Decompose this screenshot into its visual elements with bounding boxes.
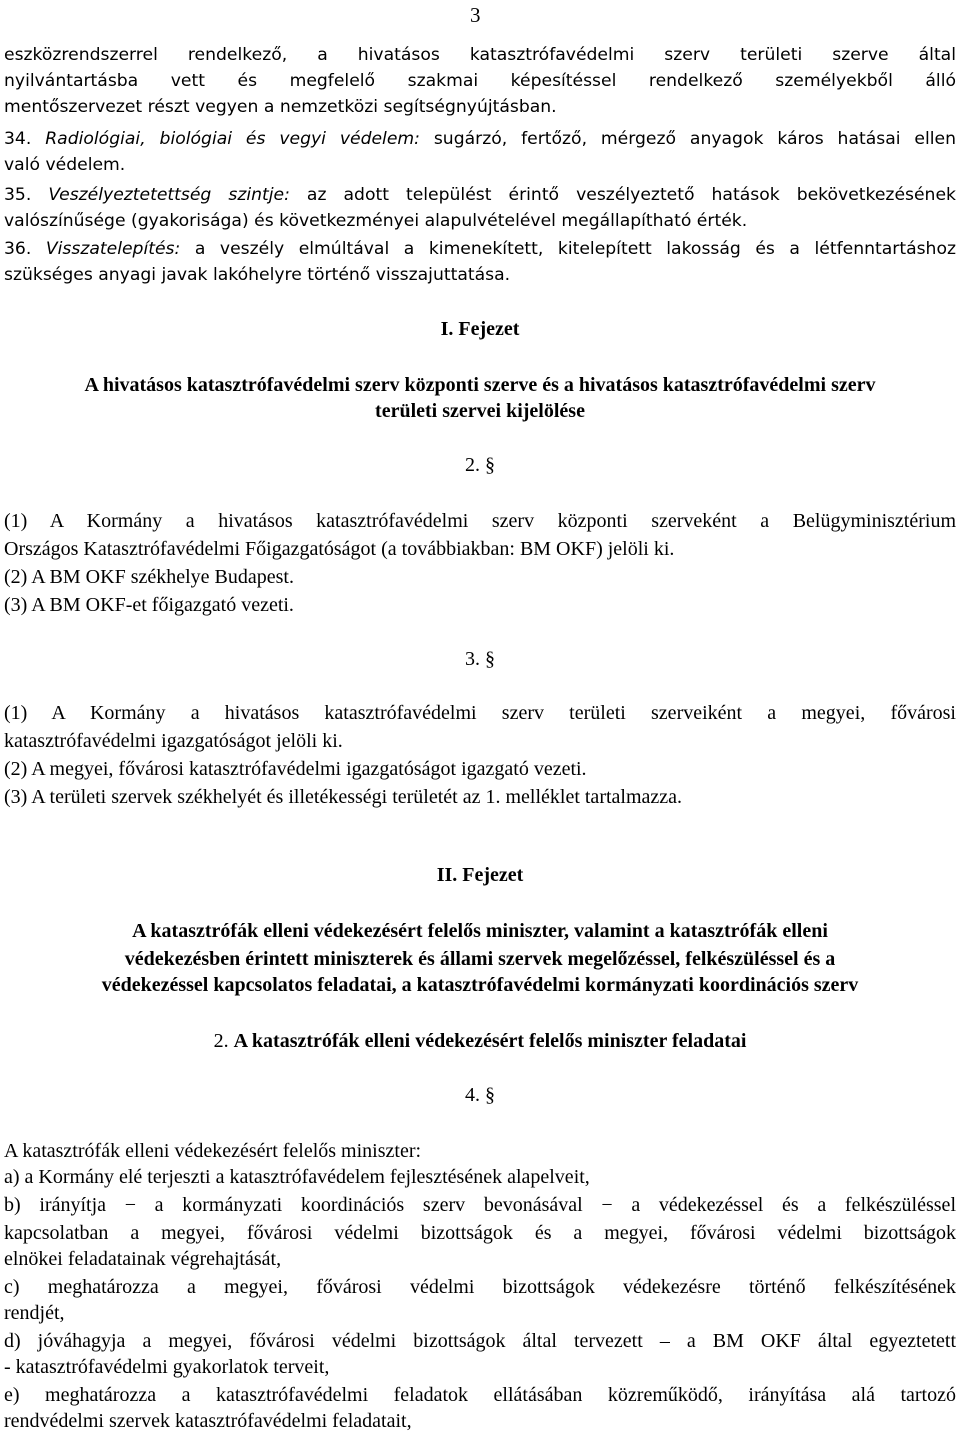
chapter-title-line: területi szervei kijelölése [375, 400, 585, 422]
chapter-heading: I. Fejezet [440, 318, 520, 340]
paragraph-line: katasztrófavédelmi igazgatóságot jelöli ki. [4, 730, 343, 752]
chapter-title-line: védekezéssel kapcsolatos feladatai, a katasztrófavédelmi kormányzati koordinációs szerv [101, 974, 859, 996]
paragraph-line: szükséges anyagi javak lakóhelyre történő visszajuttatása. [4, 265, 511, 285]
paragraph-line: elnökei feladatainak végrehajtását, [4, 1248, 282, 1270]
paragraph-line: rendjét, [4, 1302, 65, 1324]
definition-term: Visszatelepítés: [45, 239, 181, 259]
list-item-b: b) irányítja − a kormányzati koordinációs szerv bevonásával − a védekezéssel és a felkészüléssel [4, 1194, 956, 1216]
subtitle-heading [4, 1028, 956, 1054]
paragraph-line: Országos Katasztrófavédelmi Főigazgatóságot (a továbbiakban: BM OKF) jelöli ki. [4, 538, 675, 560]
paragraph-line: mentőszervezet részt vegyen a nemzetközi segítségnyújtásban. [4, 97, 557, 117]
definition-text: sugárzó, fertőző, mérgező anyagok káros hatásai ellen [433, 129, 956, 149]
definition-number: 35. [4, 185, 32, 205]
paragraph-line: kapcsolatban a megyei, fővárosi védelmi bizottságok és a megyei, fővárosi védelmi bizottságok [4, 1222, 956, 1244]
chapter-title-line: védekezésben érintett miniszterek és állami szervek megelőzéssel, felkészüléssel és a [124, 948, 836, 970]
chapter-title-line: A hivatásos katasztrófavédelmi szerv központi szerve és a hivatásos katasztrófavédelmi szerv [84, 374, 876, 396]
paragraph-line: (1) A Kormány a hivatásos katasztrófavédelmi szerv területi szerveiként a megyei, fővárosi [4, 702, 956, 724]
paragraph-line: A katasztrófák elleni védekezésért felelős miniszter: [4, 1140, 422, 1162]
definition-term: Radiológiai, biológiai és vegyi védelem: [45, 129, 420, 149]
paragraph-line: (3) A BM OKF-et főigazgató vezeti. [4, 594, 294, 616]
paragraph-line: valószínűsége (gyakorisága) és következményei alapulvételével megállapítható érték. [4, 211, 748, 231]
subtitle-text: A katasztrófák elleni védekezésért felelős miniszter feladatai [233, 1030, 747, 1052]
chapter-heading: II. Fejezet [436, 864, 524, 886]
paragraph-line: rendvédelmi szervek katasztrófavédelmi feladatait, [4, 1410, 412, 1432]
section-heading: 4. § [465, 1084, 495, 1106]
paragraph-line: (2) A megyei, fővárosi katasztrófavédelmi igazgatóságot igazgató vezeti. [4, 758, 587, 780]
list-item-a: a) a Kormány elé terjeszti a katasztrófavédelem fejlesztésének alapelveit, [4, 1166, 590, 1188]
list-item-e: e) meghatározza a katasztrófavédelmi feladatok ellátásában közreműködő, irányítása alá tartozó [4, 1384, 956, 1406]
paragraph-line: (1) A Kormány a hivatásos katasztrófavédelmi szerv központi szerveként a Belügyminisztérium [4, 510, 956, 532]
definition-34 [4, 126, 956, 152]
definition-text: a veszély elmúltával a kimenekített, kitelepített lakosság és a létfenntartáshoz [194, 239, 956, 259]
definition-36 [4, 236, 956, 262]
page-number: 3 [470, 3, 481, 27]
definition-text: az adott települést érintő veszélyeztető hatások bekövetkezésének [306, 185, 956, 205]
paragraph-line: (3) A területi szervek székhelyét és illetékességi területét az 1. melléklet tartalmazza. [4, 786, 683, 808]
paragraph-line: - katasztrófavédelmi gyakorlatok terveit, [4, 1356, 330, 1378]
section-heading: 2. § [465, 454, 495, 476]
paragraph-line: (2) A BM OKF székhelye Budapest. [4, 566, 294, 588]
paragraph-line: nyilvántartásba vett és megfelelő szakmai képesítéssel rendelkező személyekből álló [4, 71, 956, 91]
definition-number: 36. [4, 239, 32, 259]
list-item-c: c) meghatározza a megyei, fővárosi védelmi bizottságok védekezésre történő felkészítésének [4, 1276, 956, 1298]
list-item-d: d) jóváhagyja a megyei, fővárosi védelmi bizottságok által tervezett – a BM OKF által egyeztetett [4, 1330, 956, 1352]
definition-number: 34. [4, 129, 32, 149]
definition-35 [4, 182, 956, 208]
subtitle-number: 2. [213, 1030, 229, 1052]
paragraph-line: eszközrendszerrel rendelkező, a hivatásos katasztrófavédelmi szerv területi szerve által [4, 45, 956, 65]
chapter-title-line: A katasztrófák elleni védekezésért felelős miniszter, valamint a katasztrófák elleni [132, 920, 828, 942]
section-heading: 3. § [465, 648, 495, 670]
paragraph-line: való védelem. [4, 155, 126, 175]
definition-term: Veszélyeztetettség szintje: [48, 185, 290, 205]
